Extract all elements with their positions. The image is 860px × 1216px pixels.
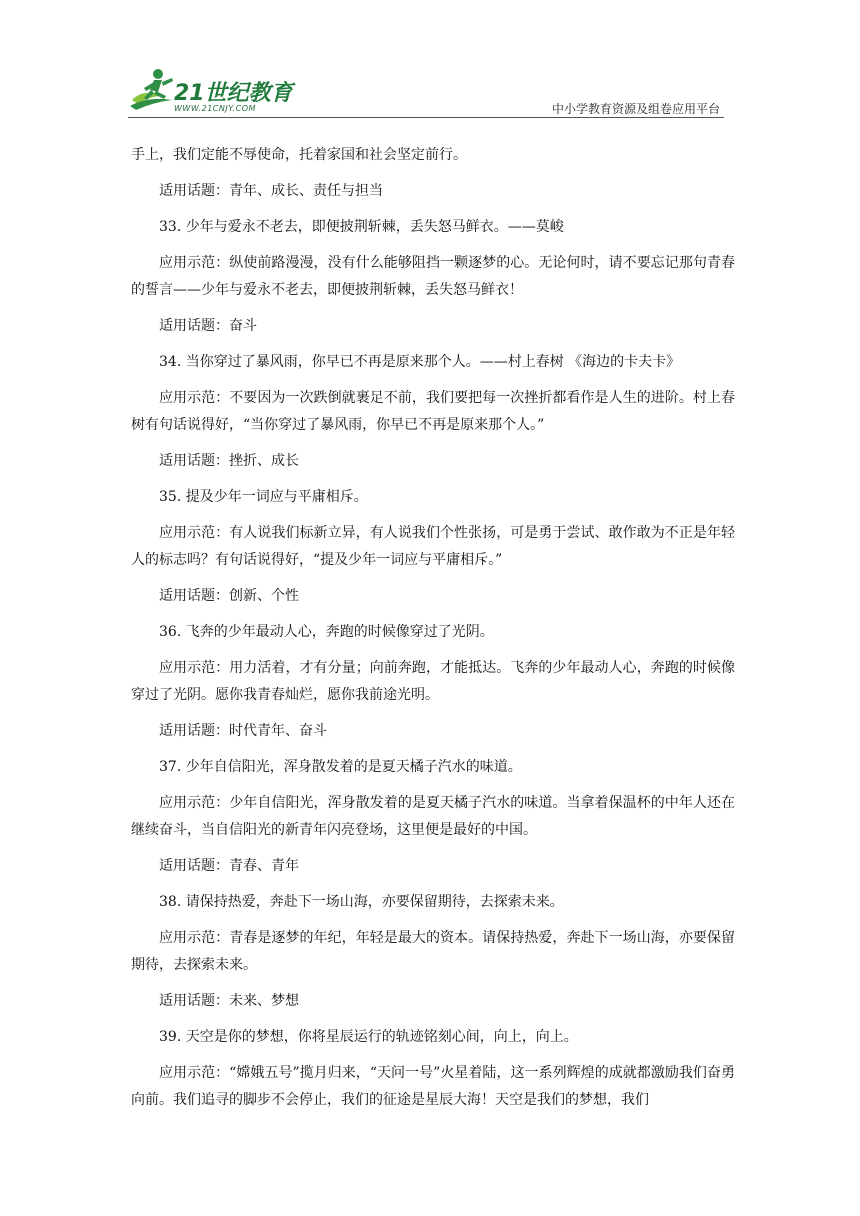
paragraph: 手上，我们定能不辱使命，托着家国和社会坚定前行。 [131,147,467,163]
paragraph: 35. 提及少年一词应与平庸相斥。 [159,489,368,505]
platform-name: 中小学教育资源及组卷应用平台 [551,102,720,116]
paragraph: 适用话题：青年、成长、责任与担当 [159,183,383,199]
paragraph: 34. 当你穿过了暴风雨，你早已不再是原来那个人。——村上春树 《海边的卡夫卡》 [159,354,681,370]
paragraph: 适用话题：未来、梦想 [159,993,299,1009]
paragraph: 适用话题：青春、青年 [159,858,299,874]
paragraph: 33. 少年与爱永不老去，即便披荆斩棘，丢失怒马鲜衣。——莫峻 [159,219,564,235]
header-divider [128,117,724,118]
paragraph: 应用示范：不要因为一次跌倒就裹足不前，我们要把每一次挫折都看作是人生的进阶。村上春树有句话说得好，“当你穿过了暴风雨，你早已不再是原来那个人。” [131,390,735,433]
paragraph: 适用话题：创新、个性 [159,588,299,604]
paragraph: 应用示范：纵使前路漫漫，没有什么能够阻挡一颗逐梦的心。无论何时，请不要忘记那句青春的誓言——少年与爱永不老去，即便披荆斩棘，丢失怒马鲜衣！ [131,255,735,298]
paragraph: 39. 天空是你的梦想，你将星辰运行的轨迹铭刻心间，向上，向上。 [159,1029,578,1045]
paragraph: 36. 飞奔的少年最动人心，奔跑的时候像穿过了光阴。 [159,624,494,640]
paragraph: 应用示范：有人说我们标新立异，有人说我们个性张扬，可是勇于尝试、敢作敢为不正是年轻人的标志吗？有句话说得好，“提及少年一词应与平庸相斥。” [131,525,735,568]
paragraph: 37. 少年自信阳光，浑身散发着的是夏天橘子汽水的味道。 [159,759,522,775]
paragraph: 38. 请保持热爱，奔赴下一场山海，亦要保留期待，去探索未来。 [159,894,564,910]
paragraph: 应用示范：用力活着，才有分量；向前奔跑，才能抵达。飞奔的少年最动人心，奔跑的时候像穿过了光阴。愿你我青春灿烂，愿你我前途光明。 [131,660,735,703]
paragraph: 应用示范：青春是逐梦的年纪，年轻是最大的资本。请保持热爱，奔赴下一场山海，亦要保留期待，去探索未来。 [131,930,735,973]
runner-logo-icon [128,66,178,118]
page-header [128,66,724,118]
logo-url: WWW.21CNJY.COM [174,104,256,113]
paragraph: 适用话题：奋斗 [159,318,257,334]
paragraph: 适用话题：挫折、成长 [159,453,299,469]
document-body [131,142,735,1123]
paragraph: 适用话题：时代青年、奋斗 [159,723,327,739]
paragraph: 应用示范：“嫦娥五号”揽月归来，“天问一号”火星着陆，这一系列辉煌的成就都激励我们奋勇向前。我们追寻的脚步不会停止，我们的征途是星辰大海！天空是我们的梦想，我们 [131,1065,735,1108]
logo [128,66,298,118]
paragraph: 应用示范：少年自信阳光，浑身散发着的是夏天橘子汽水的味道。当拿着保温杯的中年人还在继续奋斗，当自信阳光的新青年闪亮登场，这里便是最好的中国。 [131,795,735,838]
logo-text: 21世纪教育 [174,81,293,106]
